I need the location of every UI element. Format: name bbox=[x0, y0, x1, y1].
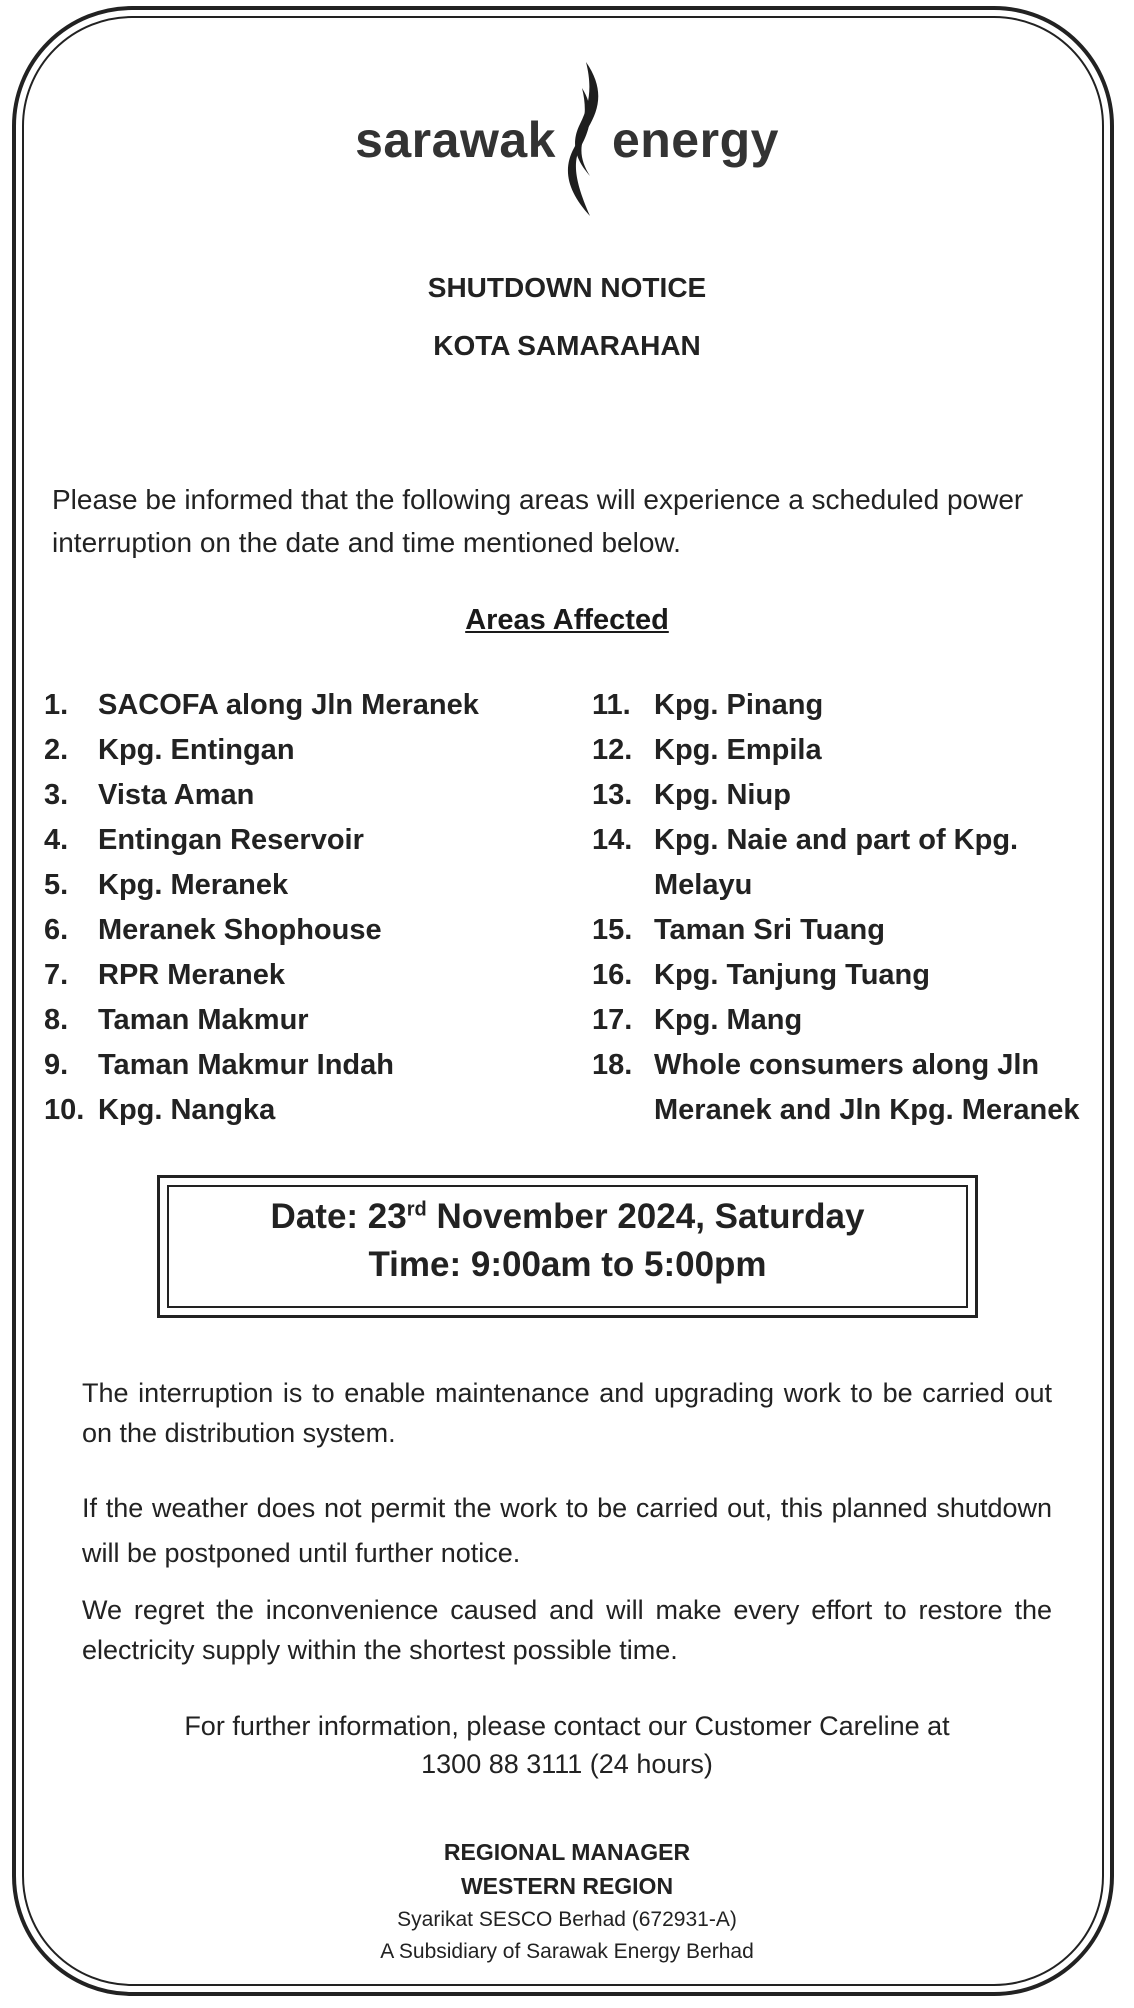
areas-heading bbox=[0, 604, 1134, 637]
list-item bbox=[592, 998, 1104, 1043]
flame-logo-icon bbox=[560, 60, 608, 220]
date-prefix: Date: 23 bbox=[270, 1197, 407, 1236]
item-name: SACOFA along Jln Meranek bbox=[98, 689, 479, 721]
sarawak-energy-logo bbox=[0, 60, 1134, 220]
item-name: Taman Makmur bbox=[98, 1004, 309, 1036]
areas-list-right bbox=[592, 683, 1104, 1133]
list-item bbox=[44, 998, 584, 1043]
list-item bbox=[592, 773, 1104, 818]
item-name: RPR Meranek bbox=[98, 959, 285, 991]
item-number: 7. bbox=[44, 959, 69, 991]
date-rest: November 2024, Saturday bbox=[426, 1197, 865, 1236]
list-item bbox=[592, 1043, 1104, 1133]
item-number: 9. bbox=[44, 1049, 69, 1081]
list-item bbox=[44, 953, 584, 998]
item-name: Vista Aman bbox=[98, 779, 255, 811]
item-name: Kpg. Nangka bbox=[98, 1094, 276, 1126]
item-number: 8. bbox=[44, 1004, 69, 1036]
item-number: 16. bbox=[592, 959, 633, 991]
signatory-role: REGIONAL MANAGER bbox=[443, 1839, 691, 1865]
item-name: Kpg. Entingan bbox=[98, 734, 295, 766]
list-item bbox=[44, 728, 584, 773]
list-item bbox=[592, 953, 1104, 998]
item-number: 5. bbox=[44, 869, 69, 901]
item-number: 3. bbox=[44, 779, 69, 811]
intro-paragraph: Please be informed that the following areas will experience a scheduled power interruption on the date and time mentioned below. bbox=[52, 484, 1024, 558]
item-name: Kpg. Meranek bbox=[98, 869, 289, 901]
item-number: 11. bbox=[592, 689, 631, 721]
item-number: 1. bbox=[44, 689, 69, 721]
reason-paragraph: The interruption is to enable maintenance and upgrading work to be carried out on the distribution system. bbox=[82, 1378, 1052, 1448]
item-name: Kpg. Tanjung Tuang bbox=[654, 959, 930, 991]
item-name: Entingan Reservoir bbox=[98, 824, 364, 856]
item-number: 13. bbox=[592, 779, 633, 811]
list-item bbox=[592, 728, 1104, 773]
item-number: 14. bbox=[592, 824, 633, 856]
list-item bbox=[44, 818, 584, 863]
areas-affected-title: Areas Affected bbox=[465, 604, 669, 636]
parent-company: A Subsidiary of Sarawak Energy Berhad bbox=[380, 1940, 754, 1963]
list-item bbox=[592, 683, 1104, 728]
list-item bbox=[44, 1088, 584, 1133]
list-item bbox=[44, 863, 584, 908]
item-name: Kpg. Pinang bbox=[654, 689, 824, 721]
shutdown-time: Time: 9:00am to 5:00pm bbox=[368, 1245, 767, 1284]
item-name: Kpg. Naie and part of Kpg. Melayu bbox=[654, 824, 1019, 901]
item-number: 10. bbox=[44, 1094, 85, 1126]
weather-paragraph: If the weather does not permit the work to be carried out, this planned shutdown will be postponed until further notice. bbox=[82, 1493, 1052, 1568]
list-item bbox=[44, 1043, 584, 1088]
item-name: Kpg. Mang bbox=[654, 1004, 803, 1036]
list-item bbox=[44, 773, 584, 818]
apology-paragraph: We regret the inconvenience caused and will make every effort to restore the electricity supply within the shortest possible time. bbox=[82, 1595, 1052, 1665]
careline-number: 1300 88 3111 (24 hours) bbox=[421, 1749, 713, 1779]
item-name: Meranek Shophouse bbox=[98, 914, 382, 946]
item-name: Kpg. Niup bbox=[654, 779, 791, 811]
item-number: 12. bbox=[592, 734, 633, 766]
date-ordinal: rd bbox=[406, 1198, 427, 1221]
areas-list-left bbox=[44, 683, 584, 1133]
signatory-region: WESTERN REGION bbox=[460, 1873, 674, 1899]
list-item bbox=[44, 908, 584, 953]
notice-location: KOTA SAMARAHAN bbox=[433, 330, 701, 361]
item-name: Whole consumers along Jln Meranek and Jln Kpg. Meranek bbox=[654, 1049, 1080, 1126]
notice-title: SHUTDOWN NOTICE bbox=[427, 272, 707, 303]
item-number: 15. bbox=[592, 914, 633, 946]
list-item bbox=[592, 818, 1104, 908]
list-item bbox=[44, 683, 584, 728]
list-item bbox=[592, 908, 1104, 953]
schedule-box-inner bbox=[167, 1185, 968, 1308]
contact-line: For further information, please contact our Customer Careline at bbox=[184, 1711, 950, 1741]
item-number: 6. bbox=[44, 914, 69, 946]
item-number: 18. bbox=[592, 1049, 633, 1081]
item-number: 2. bbox=[44, 734, 69, 766]
item-name: Taman Sri Tuang bbox=[654, 914, 885, 946]
item-name: Taman Makmur Indah bbox=[98, 1049, 394, 1081]
logo-word-right: energy bbox=[611, 112, 779, 168]
logo-word-left: sarawak bbox=[355, 112, 556, 168]
item-number: 17. bbox=[592, 1004, 633, 1036]
item-number: 4. bbox=[44, 824, 69, 856]
schedule-box bbox=[157, 1175, 978, 1318]
company-name: Syarikat SESCO Berhad (672931-A) bbox=[397, 1908, 737, 1931]
shutdown-date bbox=[169, 1197, 966, 1237]
item-name: Kpg. Empila bbox=[654, 734, 822, 766]
